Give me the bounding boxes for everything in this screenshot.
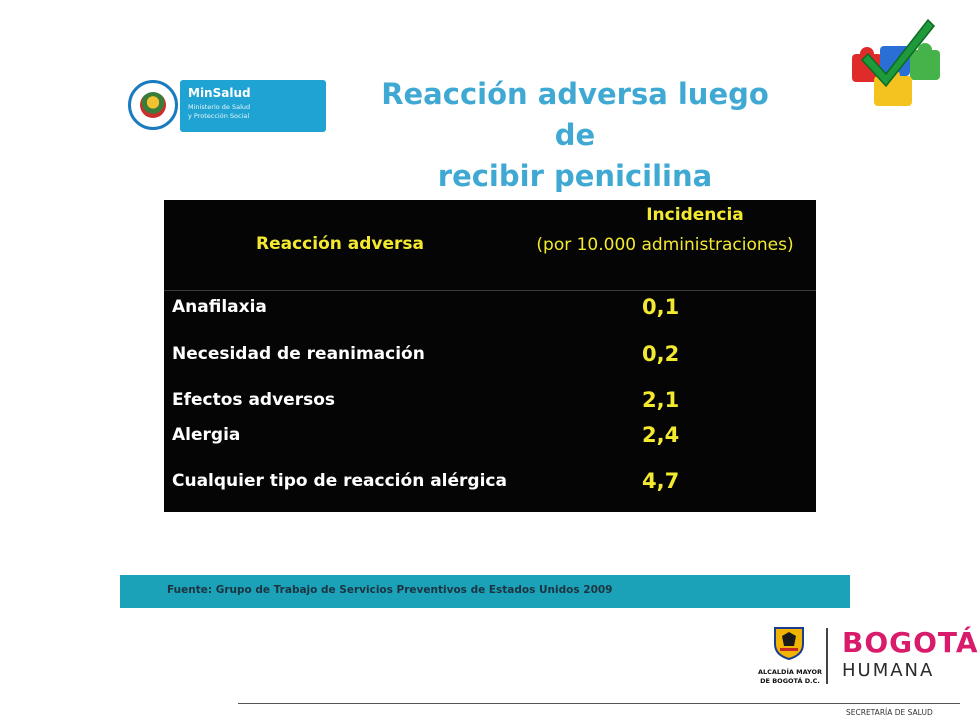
bogota-shield-icon [772,626,806,660]
alcaldia-text-2: DE BOGOTÁ D.C. [760,677,820,685]
title-line-2: recibir penicilina [437,159,713,193]
minsalud-logo [120,66,330,142]
table-row-value: 0,2 [642,342,680,366]
source-text: Fuente: Grupo de Trabajo de Servicios Preventivos de Estados Unidos 2009 [167,584,613,596]
table-row-label: Necesidad de reanimación [172,344,425,364]
humana-wordmark: HUMANA [842,660,935,681]
secretaria-label: SECRETARÍA DE SALUD [846,708,933,717]
table-row-value: 2,1 [642,388,680,412]
footer-divider [826,628,828,684]
table-row-label: Alergia [172,425,241,445]
table-row-value: 2,4 [642,423,680,447]
header-incidence-unit: (por 10.000 administraciones) [536,235,794,255]
slide-title [360,74,790,197]
incidence-table [164,200,816,512]
source-bar [120,575,850,608]
bogota-wordmark: BOGOTÁ [842,626,979,659]
table-row-label: Anafilaxia [172,297,267,317]
minsalud-subtitle-2: y Protección Social [188,112,250,120]
table-row-value: 4,7 [642,469,680,493]
alcaldia-text-1: ALCALDÍA MAYOR [757,668,823,676]
alcaldia-logo [756,624,824,690]
footer-line [238,703,960,704]
title-line-1: Reacción adversa luego de [381,77,769,152]
minsalud-badge [180,80,326,132]
minsalud-subtitle-1: Ministerio de Salud [188,103,251,111]
table-header [164,200,816,291]
header-reaction: Reacción adversa [256,234,424,254]
header-incidence: Incidencia [646,205,744,225]
colombia-seal-icon [128,80,178,130]
puzzle-check-icon [846,14,946,110]
table-row-value: 0,1 [642,295,680,319]
minsalud-name: MinSalud [188,86,251,100]
table-row-label: Efectos adversos [172,390,336,410]
table-row-label: Cualquier tipo de reacción alérgica [172,471,507,491]
